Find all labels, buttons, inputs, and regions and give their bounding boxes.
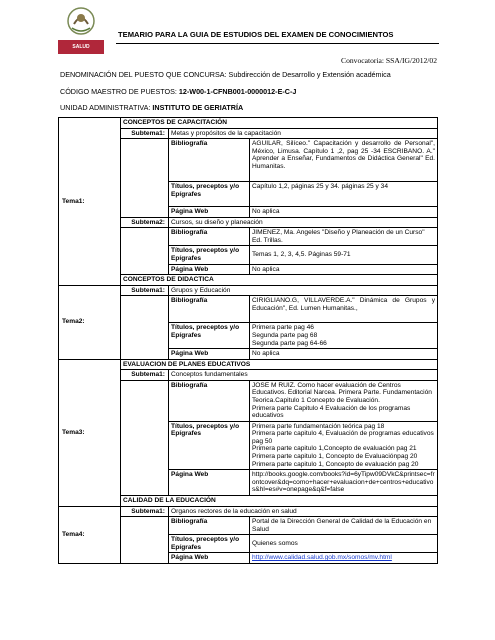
label-bibliografia: Bibliografía	[169, 228, 250, 246]
titulo-line: Primera parte pag 46	[252, 324, 314, 332]
tema2-sub1-titulos	[250, 323, 438, 349]
tema3-section: EVALUACION DE PLANES EDUCATIVOS	[121, 359, 438, 370]
label-bibliografia: Bibliografía	[169, 380, 250, 421]
tema1-sub2-label: Subtema2:	[121, 217, 169, 228]
temario-table	[58, 117, 438, 564]
salud-logo	[56, 6, 112, 58]
tema3-sub1-label: Subtema1:	[121, 370, 169, 381]
label-pagina-web: Página Web	[169, 470, 250, 496]
tema1-sub1-titulos: Capítulo 1,2, páginas 25 y 34. páginas 25 y 34	[250, 182, 438, 207]
label-bibliografia: Bibliografía	[169, 296, 250, 323]
tema4-sub1-label: Subtema1:	[121, 506, 169, 517]
titulo-line: Segunda parte pag 68	[252, 331, 318, 339]
salud-badge: SALUD	[58, 40, 104, 54]
table-row	[59, 359, 438, 370]
label-titulos: Títulos, preceptos y/o Epígrafes	[169, 535, 250, 553]
tema4-section: CALIDAD DE LA EDUCACIÓN	[121, 495, 438, 506]
unidad-line	[60, 103, 243, 112]
titulo-line: Segunda parte pag 64-66	[252, 339, 327, 347]
spacer-cell	[121, 517, 169, 564]
spacer-cell	[121, 380, 169, 495]
tema1-sub2-biblio: JIMENEZ, Ma. Angeles "Diseño y Planeación de un Curso" Ed. Trillas.	[250, 228, 438, 246]
titulo-line: Primera parte capitulo 1, Concepto de evaluación pag 20	[252, 460, 419, 468]
calidad-link[interactable]: http://www.calidad.salud.gob.mx/somos/mv.html	[252, 554, 392, 562]
table-row	[59, 285, 438, 296]
codigo-value: 12-W00-1-CFNB001-0000012-E-C-J	[178, 87, 297, 96]
label-titulos: Títulos, preceptos y/o Epígrafes	[169, 182, 250, 207]
tema4-label: Tema4:	[59, 506, 121, 563]
tema3-sub1-titulos	[250, 421, 438, 469]
puesto-line: DENOMINACIÓN DEL PUESTO QUE CONCURSA: Subdirección de Desarrollo y Extensión académica	[60, 70, 391, 79]
tema2-label: Tema2:	[59, 285, 121, 359]
title-divider	[116, 43, 439, 44]
label-titulos: Títulos, preceptos y/o Epígrafes	[169, 421, 250, 469]
spacer-cell	[121, 139, 169, 218]
unidad-value: INSTITUTO DE GERIATRÍA	[152, 103, 244, 112]
titulo-line: Primera parte capitulo 4, Evaluación de programas educativos pag 50	[252, 430, 434, 445]
spacer-cell	[121, 296, 169, 359]
unidad-label: UNIDAD ADMINISTRATIVA:	[60, 103, 153, 112]
tema1-sub1-web: No aplica	[250, 207, 438, 218]
tema2-sub1-title: Grupos y Educación	[169, 285, 438, 296]
convocatoria-line: Convocatoria: SSA/IG/2012/02	[341, 56, 437, 65]
tema2-sub1-web: No aplica	[250, 349, 438, 360]
titulo-line: Primera parte capitulo 1, Concepto de Evaluaciónpag 20	[252, 453, 418, 461]
tema1-label: Tema1:	[59, 118, 121, 286]
document-title: TEMARIO PARA LA GUIA DE ESTUDIOS DEL EXAMEN DE CONOCIMIENTOS	[118, 30, 394, 39]
label-titulos: Títulos, preceptos y/o Epígrafes	[169, 246, 250, 264]
titulo-line: Primera parte fundamentación teórica pag 18	[252, 422, 385, 430]
tema1-section: CONCEPTOS DE CAPACITACIÓN	[121, 118, 438, 129]
codigo-line	[60, 87, 296, 96]
tema4-sub1-titulos: Quienes somos	[250, 535, 438, 553]
titulo-line: Primera parte capitulo 1,Concepto de evaluación pag 21	[252, 445, 417, 453]
tema1-sub1-biblio: AGUILAR, Silíceo." Capacitación y desarrollo de Personal", México, Limusa. Capítulo 1 ,2, pag 25 -34 ESCRIBANO. A." Aprender a Enseñar, Fundamentos de Didáctica General" Ed. Humanitas.	[250, 139, 438, 182]
biblio-line: Primera parte Capitulo 4 Evaluación de los programas educativos	[252, 404, 411, 420]
tema2-sub1-label: Subtema1:	[121, 285, 169, 296]
table-row	[59, 506, 438, 517]
tema3-sub1-web: http://books.google.com/books?id=6yTipw09DVkC&printsec=frontcover&dq=como+hacer+evaluacion+de+centros+educativos&hl=es#v=onepage&q&f=false	[250, 470, 438, 496]
tema1-sub2-titulos: Temas 1, 2, 3, 4,5. Páginas 59-71	[250, 246, 438, 264]
label-bibliografia: Bibliografía	[169, 139, 250, 182]
codigo-label: CÓDIGO MAESTRO DE PUESTOS:	[60, 87, 179, 96]
tema3-sub1-title: Conceptos fundamentales	[169, 370, 438, 381]
tema4-sub1-web-cell	[250, 553, 438, 564]
spacer-cell	[121, 228, 169, 275]
tema1-sub1-label: Subtema1:	[121, 128, 169, 139]
tema3-sub1-biblio	[250, 380, 438, 421]
tema4-sub1-title: Organos rectores de la educación en salud	[169, 506, 438, 517]
tema4-sub1-biblio: Portal de la Dirección General de Calidad de la Educación en Salud	[250, 517, 438, 535]
table-row	[59, 118, 438, 129]
tema1-sub2-title: Cursos, su diseño y planeación	[169, 217, 438, 228]
tema3-label: Tema3:	[59, 359, 121, 506]
tema2-section: CONCEPTOS DE DIDACTICA	[121, 275, 438, 286]
label-titulos: Títulos, preceptos y/o Epígrafes	[169, 323, 250, 349]
tema1-sub2-web: No aplica	[250, 264, 438, 275]
label-pagina-web: Página Web	[169, 349, 250, 360]
tema2-sub1-biblio: CIRIGLIANO.G, VILLAVERDE.A." Dinámica de Grupos y Educación", Ed. Lumen Humanitas.,	[250, 296, 438, 323]
label-bibliografia: Bibliografía	[169, 517, 250, 535]
coat-of-arms-icon	[66, 6, 96, 36]
tema1-sub1-title: Metas y propósitos de la capacitación	[169, 128, 438, 139]
biblio-line: JOSE M RUIZ. Como hacer evaluación de Centros Educativos. Editorial Narcea. Primera Parte. Fundamentación Teorica.Capitulo 1 Concepto de Evaluación.	[252, 381, 432, 404]
label-pagina-web: Página Web	[169, 207, 250, 218]
label-pagina-web: Página Web	[169, 264, 250, 275]
label-pagina-web: Página Web	[169, 553, 250, 564]
